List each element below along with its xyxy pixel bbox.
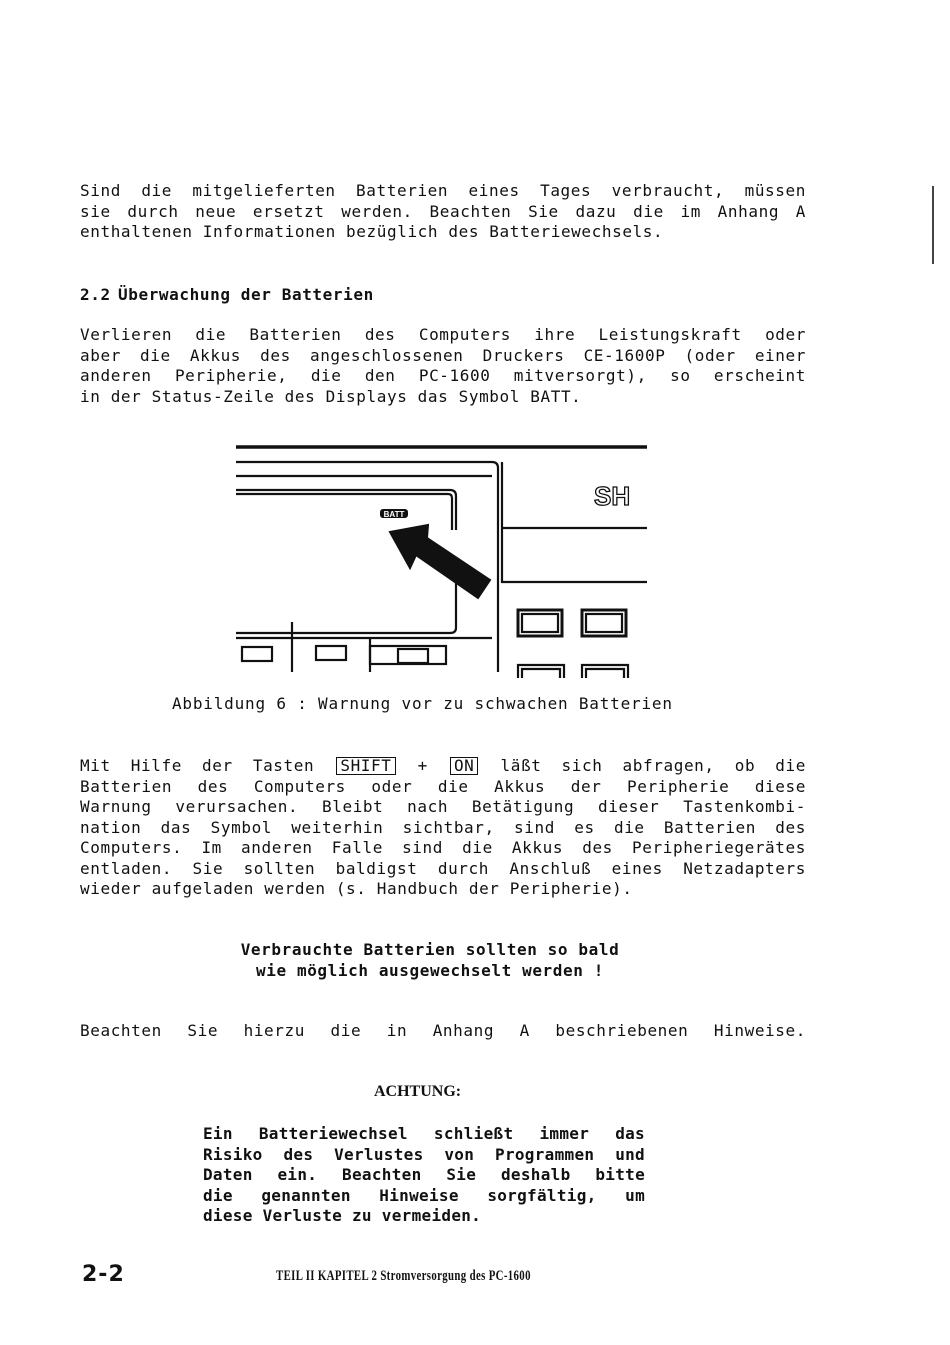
shift-key: SHIFT xyxy=(336,757,395,775)
text-line: Verlieren die Batterien des Computers ihre Leistungskraft oder xyxy=(80,325,806,344)
text-line: anderen Peripherie, die den PC-1600 mitversorgt), so erscheint xyxy=(80,366,806,385)
plus-sign: + xyxy=(397,756,448,775)
on-key: ON xyxy=(450,757,478,775)
text-line: die genannten Hinweise sorgfältig, um xyxy=(203,1185,645,1205)
text-line: in der Status-Zeile des Displays das Symbol BATT. xyxy=(80,386,582,406)
text-line: diese Verluste zu vermeiden. xyxy=(203,1206,482,1225)
text-line: Computers. Im anderen Falle sind die Akkus des Peripheriegerätes xyxy=(80,838,806,857)
running-footer: TEIL II KAPITEL 2 Stromversorgung des PC-1600 xyxy=(276,1268,531,1284)
text-line: enthaltenen Informationen bezüglich des Batteriewechsels. xyxy=(80,222,664,241)
margin-line xyxy=(932,186,934,264)
section-number: 2.2 xyxy=(80,285,111,304)
text-line xyxy=(80,756,806,777)
arrow-icon xyxy=(390,525,490,598)
text-line: entladen. Sie sollten baldigst durch Anschluß eines Netzadapters xyxy=(80,858,806,878)
text-line: Ein Batteriewechsel schließt immer das xyxy=(203,1124,645,1143)
brand-logo: SH xyxy=(594,481,631,511)
text-line: aber die Akkus des angeschlossenen Druckers CE-1600P (oder einer xyxy=(80,345,806,365)
warning-paragraph xyxy=(203,1124,645,1227)
appendix-reference xyxy=(80,1021,806,1042)
text-line: Batterien des Computers oder die Akkus der Peripherie diese xyxy=(80,776,806,796)
text-line: Beachten Sie hierzu die in Anhang A beschriebenen Hinweise. xyxy=(80,1021,806,1040)
text-line: Risiko des Verlustes von Programmen und xyxy=(203,1144,645,1164)
key-combination-paragraph xyxy=(80,756,806,900)
emphasis-line: wie möglich ausgewechselt werden ! xyxy=(256,960,604,980)
text-fragment: Mit Hilfe der Tasten xyxy=(80,756,335,775)
text-line: Sind die mitgelieferten Batterien eines Tages verbraucht, müssen xyxy=(80,181,806,200)
emphasis-line: Verbrauchte Batterien sollten so bald xyxy=(240,940,620,959)
batt-label: BATT xyxy=(383,510,405,519)
attention-label: ACHTUNG: xyxy=(374,1083,462,1100)
text-line: Warnung verursachen. Bleibt nach Betätigung dieser Tastenkombi- xyxy=(80,797,806,816)
figure-caption: Abbildung 6 : Warnung vor zu schwachen Batterien xyxy=(172,694,673,713)
text-line: nation das Symbol weiterhin sichtbar, sind es die Batterien des xyxy=(80,817,806,837)
text-line: wieder aufgeladen werden (s. Handbuch der Peripherie). xyxy=(80,879,633,898)
section-heading xyxy=(80,285,374,304)
section-title: Überwachung der Batterien xyxy=(118,285,374,304)
intro-paragraph xyxy=(80,181,806,243)
text-line: Daten ein. Beachten Sie deshalb bitte xyxy=(203,1165,645,1184)
battery-warning-paragraph xyxy=(80,325,806,407)
page-number: 2-2 xyxy=(82,1262,125,1287)
emphasis-note xyxy=(0,940,860,981)
text-fragment: läßt sich abfragen, ob die xyxy=(480,756,806,775)
text-line: sie durch neue ersetzt werden. Beachten Sie dazu die im Anhang A xyxy=(80,201,806,221)
display-illustration xyxy=(230,440,660,685)
